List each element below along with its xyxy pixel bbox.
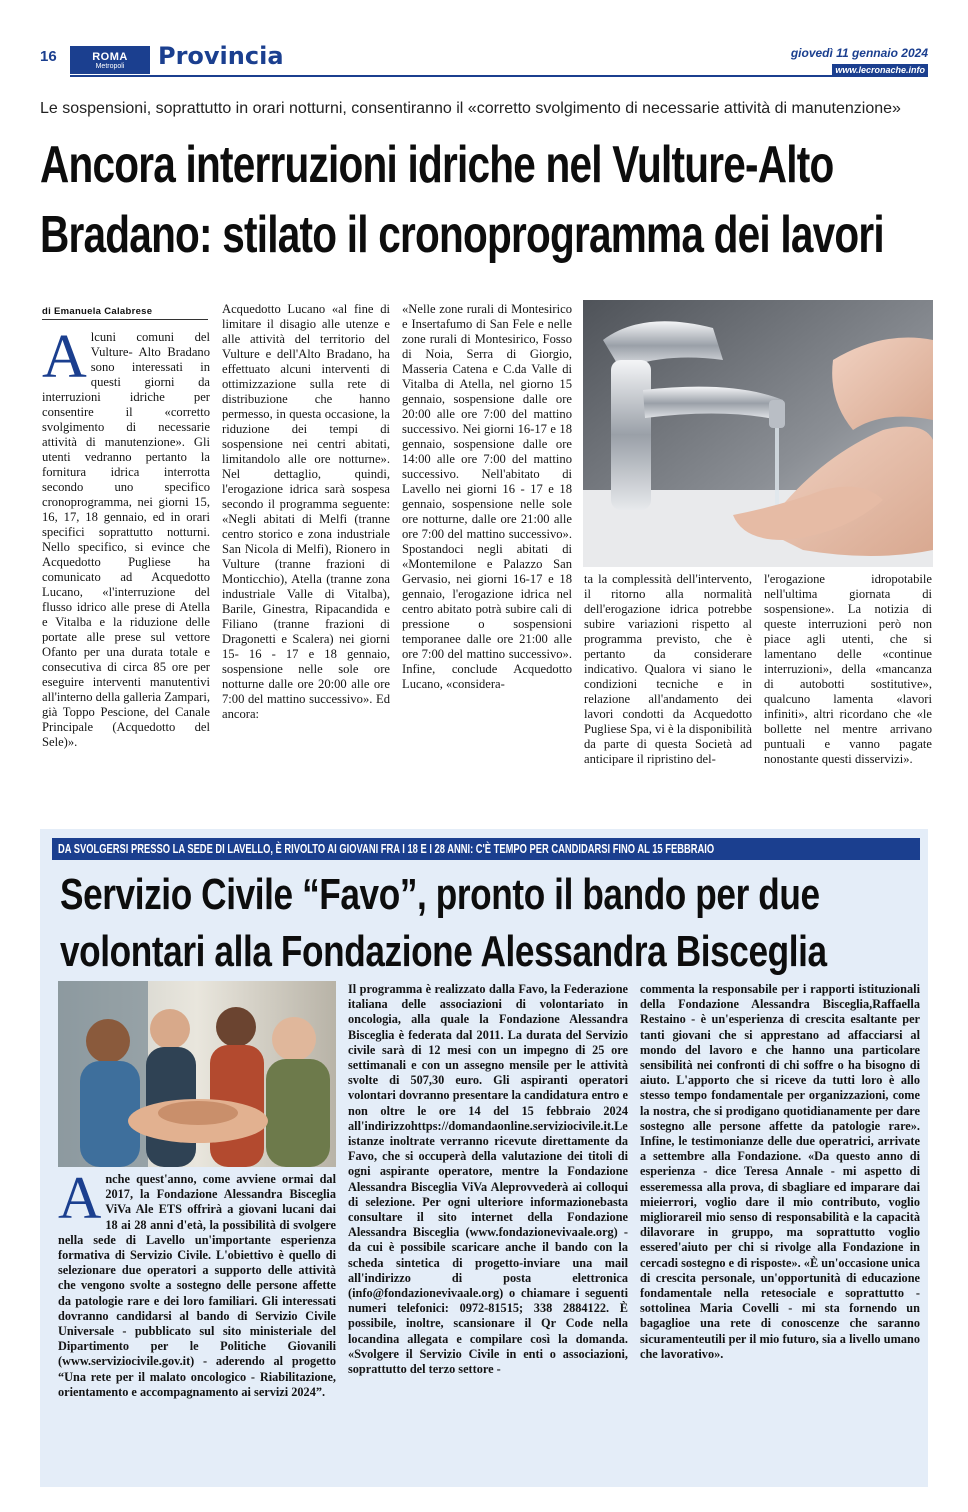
faucet-illustration: [583, 300, 933, 567]
article1-col1-text: lcuni comuni del Vulture- Alto Bradano sono interessati in questi giorni da interruzioni idriche per consentire il «corretto svolgimento di necessarie attività di manutenzione». Gli utenti vedranno pertanto la fornitura idrica interrotta secondo uno specifico cronoprogramma, nei giorni 15, 16, 17, 18 gennaio, ed in orari specifici soprattutto notturni. Nello specifico, si evince che Acquedotto Pugliese ha comunicato ad Acquedotto Lucano, «l'interruzione del flusso idrico alle prese di Atella e Vitalba e la riduzione delle portate alle prese sul vettore Ofanto per una durata totale e consecutiva di circa 85 ore per eseguire interventi manutentivi all'interno della galleria Zampari, già Toppo Pescione, del Canale Principale (Acquedotto del Sele)».: [42, 330, 210, 749]
article1-column-2: [222, 302, 390, 800]
article1-byline: di Emanuela Calabrese: [42, 306, 153, 317]
article1-title-line1: Ancora interruzioni idriche nel Vulture-Alto: [40, 136, 834, 194]
article2-drop-cap: A: [58, 1172, 102, 1231]
article2-column-3: [640, 982, 920, 1480]
page-number: 16: [40, 48, 57, 65]
section-title: Provincia: [158, 42, 284, 70]
newspaper-logo: [70, 46, 150, 74]
article1-column-5: [764, 572, 932, 800]
article2-column-1: [58, 1172, 336, 1480]
article1-column-1: [42, 330, 210, 800]
article2-kicker-text: DA SVOLGERSI PRESSO LA SEDE DI LAVELLO, È RIVOLTO AI GIOVANI FRA I 18 E I 28 ANNI: C'È TEMPO PER CANDIDARSI FINO AL 15 FEBBRAIO: [58, 841, 715, 856]
header-rule: [70, 75, 928, 77]
volunteers-photo: [58, 981, 336, 1167]
logo-text: ROMA: [92, 50, 128, 63]
article1-title-line2: Bradano: stilato il cronoprogramma dei lavori: [40, 206, 884, 265]
article2-title: [60, 866, 924, 980]
issue-date: giovedì 11 gennaio 2024: [790, 46, 928, 60]
faucet-photo: [583, 300, 933, 567]
byline-rule: [42, 319, 208, 320]
article2-column-2: [348, 982, 628, 1480]
team-hands-illustration: [58, 981, 336, 1167]
article1-kicker: Le sospensioni, soprattutto in orari notturni, consentiranno il «corretto svolgimento di necessarie attività di manutenzione»: [40, 100, 901, 117]
article2-kicker: [52, 838, 920, 860]
article1-col4-text: ta la complessità dell'intervento, il ritorno alla normalità dell'erogazione idrica potrebbe subire variazioni rispetto al programma previsto, che è pertanto da considerare indicativo. Qualora vi siano le condizioni tecniche e in relazione all'andamento dei lavori condotti da Acquedotto Pugliese Spa, vi è la disponibilità da parte di questa Società ad anticipare il ripristino del-: [584, 572, 752, 766]
article2-col3-text: commenta la responsabile per i rapporti istituzionali della Fondazione Alessandra Bisceglia,Raffaella Restaino - è un'esperienza di crescita esaltante per tanti giovani che si apprestano ad affacciarsi al mondo del lavoro e che hanno una particolare sensibilità nei confronti di chi soffre o ha bisogno di aiuto. L'apporto che si riceve da tutti loro è allo stesso tempo fondamentale per organizzazioni, come la nostra, che si prodigano quotidianamente per dare sostegno alle persone affette da patologie rare». Infine, le testimonianze delle due operatrici, arrivate a settembre alla Fondazione. «Da questo anno di esperienza - dice Teresa Annale - mi aspetto di esseremessa alla prova, di sbagliare ed imparare dai mieierrori, voglio dare il mio contributo, voglio migliorareil mio senso di responsabilità e la capacità dilavorare in gruppo, ma soprattutto voglio essered'aiuto per chi si rivolge alla Fondazione in cercadi sostegno e di risposte». «È un'occasione unica di crescita personale, un'opportunità di educazione fondamentale nella retesociale e soprattutto - sottolinea Maria Covelli - mi sta fornendo un bagaglioe una rete di conoscenze che saranno sicuramenteutili per il mio futuro, sia a livello umano che lavorativo».: [640, 982, 920, 1361]
page-header: [40, 42, 928, 78]
article1-column-3: [402, 302, 572, 800]
article1-col3-text: «Nelle zone rurali di Montesirico e Insertafumo di San Fele e nelle zone rurali di Montesirico, Fosso di Noia, Serra di Giorgio, Masseria Catena e C.da Valle di Vitalba di Atella, nel giorno 15 gennaio, sospensione dalle ore 20:00 alle ore 7:00 del mattino successivo. Nei giorni 16-17 e 18 gennaio, sospensione dalle ore 14:00 alle ore 7:00 del mattino successivo. Nell'abitato di Lavello nei giorni 16 - 17 e 18 gennaio, sospensione nelle sole ore notturne, dalle ore 21:00 alle ore 7:00 del mattino successivo». Spostandoci negli abitati di «Montemilone e Palazzo San Gervasio, nei giorni 16-17 e 18 gennaio, l'erogazione idrica nel centro abitato potrà subire cali di pressione o sospensioni temporanee dalle ore 21:00 alle ore 7:00 del mattino successivo». Infine, conclude Acquedotto Lucano, «considera-: [402, 302, 572, 691]
article2-col1-text: nche quest'anno, come avviene ormai dal 2017, la Fondazione Alessandra Bisceglia ViVa Ale ETS offrirà a giovani lucani dai 18 ai 28 anni d'età, la possibilità di svolgere nella sede di Lavello un'importante esperienza formativa di Servizio Civile. L'obiettivo è quello di selezionare due operatori a supporto delle attività che vengono svolte a sostegno delle persone affette da patologie rare e dei loro familiari. Gli interessati dovranno candidarsi al bando di Servizio Civile Universale - pubblicato sul sito ministeriale del Dipartimento per le Politiche Giovanili (www.serviziocivile.gov.it) - aderendo al progetto “Una rete per il malato oncologico - Riabilitazione, orientamento e accompagnamento ai servizi 2024”.: [58, 1172, 336, 1399]
article2-title-line1: Servizio Civile “Favo”, pronto il bando per due: [60, 870, 820, 919]
website-url: www.lecronache.info: [832, 64, 928, 76]
article1-col2-text: Acquedotto Lucano «al fine di limitare il disagio alle utenze e alle attività del territorio del Vulture e dell'Alto Bradano, ha effettuato alcuni interventi di ottimizzazione sulla rete di distribuzione che hanno permesso, in questa occasione, la riduzione dei tempi di sospensione nei centri abitati, limitandolo alle ore notturne». Nel dettaglio, quindi, l'erogazione idrica sarà sospesa secondo il programma seguente: «Negli abitati di Melfi (tranne centro storico e zona industriale San Nicola di Melfi), Rionero in Vulture (tranne frazioni di Monticchio), Atella (tranne zona industriale Valle di Vitalba), Barile, Ginestra, Ripacandida e Filiano (tranne frazioni di Dragonetti e Scalera) nei giorni 15- 16 - 17 e 18 gennaio, sospensione nelle sole ore notturne dalle ore 20:00 alle ore 7:00 del mattino successivo». Ed ancora:: [222, 302, 390, 721]
article1-column-4: [584, 572, 752, 800]
logo-subtext: Metropoli: [95, 62, 125, 70]
article2-col2-text: Il programma è realizzato dalla Favo, la Federazione italiana delle associazioni di volontariato in oncologia, alla quale la Fondazione Alessandra Bisceglia è federata dal 2011. La durata del Servizio civile sarà di 12 mesi con un impegno di 25 ore settimanali e con un assegno mensile per le attività svolte di 507,30 euro. Gli aspiranti operatori volontari dovranno presentare la candidatura entro e non oltre le ore 14 del 15 febbraio 2024 all'indirizzohttps://domandaonline.serviziocivile.it.Le istanze inoltrate verranno ricevute direttamente da Favo, che si occuperà della valutazione dei titoli di ogni aspirante operatore, mentre la Fondazione Alessandra Bisceglia ViVa Aleprovvederà ai colloqui di selezione. Per ogni ulteriore informazionebasta consultare il sito internet della Fondazione Alessandra Bisceglia (www.fondazionevivaale.org) -da cui è possibile scaricare anche il bando con la scheda sintetica di progetto-inviare una mail all'indirizzo di posta elettronica (info@fondazionevivaale.org) o chiamare i seguenti numeri telefonici: 0972-81515; 338 2884122. È possibile, inoltre, scansionare il Qr Code nella locandina allegata e compilare così la domanda. «Svolgere il Servizio Civile in enti o associazioni, soprattutto del terzo settore -: [348, 982, 628, 1377]
article2-title-line2: volontari alla Fondazione Alessandra Bisceglia: [60, 927, 827, 977]
article1-drop-cap: A: [42, 330, 87, 391]
article1-col5-text: l'erogazione idropotabile nell'ultima giornata di sospensione». La notizia di queste interruzioni però non piace agli utenti, che si lamentano delle «continue interruzioni», della «mancanza di autobotti sostitutive», qualcuno lamenta «lavori infiniti», altri ricordano che «le bollette nel mentre arrivano puntuali e vanno pagate nonostante questi disservizi».: [764, 572, 932, 766]
article1-title: [40, 130, 929, 270]
